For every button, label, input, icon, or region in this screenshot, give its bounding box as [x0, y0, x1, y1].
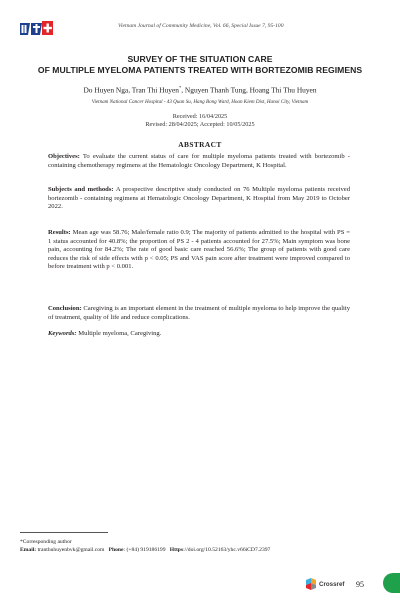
abstract-heading: ABSTRACT: [178, 140, 222, 149]
https-label: Https: [169, 547, 184, 553]
doi-link[interactable]: ://doi.org/10.52163/yhc.v66iCD7.2397: [183, 547, 271, 553]
page-side-tab: [383, 573, 400, 593]
conclusion-label: Conclusion:: [48, 305, 82, 312]
keywords-label: Keywords:: [48, 330, 77, 337]
article-title-line-2: OF MULTIPLE MYELOMA PATIENTS TREATED WITH BORTEZOMIB REGIMENS: [37, 65, 363, 75]
journal-citation: Vietnam Journal of Community Medicine, Vol. 66, Special Issue 7, 95-100: [118, 23, 284, 29]
authors-first: Do Huyen Nga, Tran Thi Huyen: [83, 85, 179, 95]
email-value[interactable]: tranthuhuyenbvk@gmail.com: [36, 547, 105, 553]
abstract-keywords: [48, 330, 350, 339]
abstract-subjects-methods: [48, 186, 350, 212]
corresponding-author-note: *Corresponding author: [20, 539, 72, 545]
authors-rest: , Nguyen Thanh Tung, Hoang Thi Thu Huyen: [181, 85, 317, 95]
abstract-objectives: [48, 153, 350, 170]
page-number: 95: [356, 580, 364, 589]
article-title-line-1: SURVEY OF THE SITUATION CARE: [127, 54, 273, 64]
conclusion-text: Caregiving is an important element in the treatment of multiple myeloma to help improve the quality of treatment, quality of life and reduce complications.: [48, 305, 350, 321]
contact-line: [20, 547, 270, 553]
crossref-logo-icon: [305, 578, 317, 590]
email-label: Email:: [20, 547, 37, 553]
keywords-text: Multiple myeloma, Caregiving.: [76, 330, 162, 337]
objectives-text: To evaluate the current status of care for multiple myeloma patients treated with bortezomib - containing chemotherapy regimens at the Hematologic Oncology Department, K Hospital.: [48, 153, 350, 169]
crossref-label: Crossref: [319, 580, 345, 588]
footnote-divider: [20, 532, 108, 533]
crossref-badge[interactable]: [305, 577, 344, 591]
author-list: [0, 85, 400, 94]
objectives-label: Objectives:: [48, 153, 80, 160]
results-label: Results:: [48, 229, 71, 236]
hospital-cross-logo-icon: [20, 20, 54, 36]
abstract-conclusion: [48, 305, 350, 322]
affiliation: Vietnam National Cancer Hospital - 43 Quan Su, Hang Bong Ward, Hoan Kiem Dist, Hanoi City, Vietnam: [91, 99, 309, 105]
results-text: Mean age was 58.76; Male/female ratio 0.9; The majority of patients admitted to the hospital with PS = 1 status accounted for 40.8%; the proportion of PS 2 - 4 patients accounted for 27.5%; Main symptom was bone pain, accounting for 84.2%; The rate of good basic care reached 56.6%; The group of patients with good care reduces the risk of side effects with p < 0.05; PS and VAS pain score after treatment were improved compared to before treatment with p < 0.001.: [48, 229, 350, 271]
phone-label: Phone: [108, 547, 124, 553]
corresponding-mark: *: [178, 85, 182, 90]
received-date: Received: 16/04/2025: [172, 113, 228, 120]
abstract-results: [48, 229, 350, 272]
revised-accepted-dates: Revised: 28/04/2025; Accepted: 10/05/2025: [145, 121, 255, 128]
phone-value: : (+84) 919186199: [123, 547, 166, 553]
subjects-label: Subjects and methods:: [48, 186, 114, 193]
subjects-text: A prospective descriptive study conducted on 76 Multiple myeloma patients received bortezomib - containing regimens at Hematologic Oncology Department, K Hospital from May 2019 to October 2022.: [48, 186, 350, 211]
